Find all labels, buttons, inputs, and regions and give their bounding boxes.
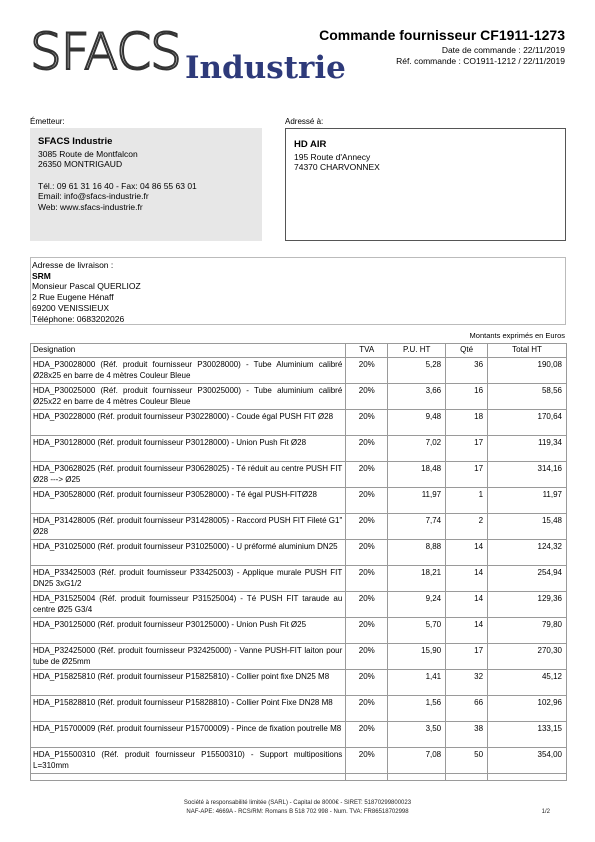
table-row <box>31 384 567 410</box>
sender-box <box>30 128 262 241</box>
cell-unit-price: 9,48 <box>388 410 446 436</box>
cell-total: 133,15 <box>488 722 567 748</box>
table-row <box>31 644 567 670</box>
company-logo <box>30 22 346 94</box>
cell-tva: 20% <box>346 358 388 384</box>
logo-sfacs-text: SFACS <box>30 23 181 81</box>
cell-quantity: 17 <box>446 436 488 462</box>
sender-address-line2: 26350 MONTRIGAUD <box>38 159 123 169</box>
cell-designation: HDA_P30028000 (Réf. produit fournisseur P30028000) - Tube Aluminium calibré Ø28x25 en barre de 4 mètres Couleur Bleue <box>31 358 346 384</box>
cell-quantity: 17 <box>446 644 488 670</box>
cell-unit-price: 1,41 <box>388 670 446 696</box>
cell-designation: HDA_P15500310 (Réf. produit fournisseur P15500310) - Support multipositions L=310mm <box>31 748 346 774</box>
cell-total: 79,80 <box>488 618 567 644</box>
cell-total: 354,00 <box>488 748 567 774</box>
cell-quantity: 1 <box>446 488 488 514</box>
table-row <box>31 592 567 618</box>
cell-total: 129,36 <box>488 592 567 618</box>
cell-tva: 20% <box>346 488 388 514</box>
header-unit-price: P.U. HT <box>388 344 446 358</box>
cell-total: 270,30 <box>488 644 567 670</box>
recipient-label: Adressé à: <box>285 117 324 126</box>
footer-legal-line1: Société à responsabilité limitée (SARL) - Capital de 8000€ - SIRET: 51870299800023 <box>183 800 412 806</box>
cell-unit-price: 7,74 <box>388 514 446 540</box>
cell-tva: 20% <box>346 592 388 618</box>
cell-designation: HDA_P30628025 (Réf. produit fournisseur P30628025) - Té réduit au centre PUSH FIT Ø28 ---> Ø25 <box>31 462 346 488</box>
table-header-row <box>31 344 567 358</box>
delivery-contact: Monsieur Pascal QUERLIOZ <box>32 281 141 292</box>
cell-quantity: 50 <box>446 748 488 774</box>
cell-unit-price: 18,48 <box>388 462 446 488</box>
cell-designation: HDA_P31025000 (Réf. produit fournisseur P31025000) - U préformé aluminium DN25 <box>31 540 346 566</box>
table-row <box>31 410 567 436</box>
delivery-address-box <box>30 257 566 325</box>
cell-total: 11,97 <box>488 488 567 514</box>
header-quantity: Qté <box>446 344 488 358</box>
sender-email: Email: info@sfacs-industrie.fr <box>38 191 149 201</box>
cell-unit-price: 8,88 <box>388 540 446 566</box>
table-row <box>31 618 567 644</box>
header-total: Total HT <box>488 344 567 358</box>
cell-unit-price: 3,66 <box>388 384 446 410</box>
order-reference: Réf. commande : CO1911-1212 / 22/11/2019 <box>396 56 565 66</box>
order-lines-table <box>30 343 567 781</box>
cell-unit-price: 11,97 <box>388 488 446 514</box>
table-row <box>31 488 567 514</box>
cell-quantity: 18 <box>446 410 488 436</box>
cell-quantity: 14 <box>446 618 488 644</box>
cell-designation: HDA_P15700009 (Réf. produit fournisseur P15700009) - Pince de fixation poutrelle M8 <box>31 722 346 748</box>
cell-tva: 20% <box>346 618 388 644</box>
cell-quantity: 14 <box>446 566 488 592</box>
recipient-address-line2: 74370 CHARVONNEX <box>294 162 380 172</box>
table-row <box>31 358 567 384</box>
cell-tva: 20% <box>346 436 388 462</box>
cell-designation: HDA_P30228000 (Réf. produit fournisseur P30228000) - Coude égal PUSH FIT Ø28 <box>31 410 346 436</box>
sender-phone: Tél.: 09 61 31 16 40 - Fax: 04 86 55 63 01 <box>38 180 197 191</box>
header-designation: Designation <box>31 344 346 358</box>
cell-designation: HDA_P33425003 (Réf. produit fournisseur P33425003) - Applique murale PUSH FIT DN25 3xG1/2 <box>31 566 346 592</box>
cell-quantity: 66 <box>446 696 488 722</box>
cell-tva: 20% <box>346 644 388 670</box>
delivery-name: SRM <box>32 270 51 281</box>
cell-total: 170,64 <box>488 410 567 436</box>
table-row <box>31 436 567 462</box>
cell-designation: HDA_P30125000 (Réf. produit fournisseur P30125000) - Union Push Fit Ø25 <box>31 618 346 644</box>
recipient-box <box>285 128 566 241</box>
currency-note: Montants exprimés en Euros <box>469 331 565 340</box>
sender-address-line1: 3085 Route de Montfalcon <box>38 148 138 159</box>
cell-total: 190,08 <box>488 358 567 384</box>
cell-unit-price: 5,70 <box>388 618 446 644</box>
cell-tva: 20% <box>346 722 388 748</box>
cell-unit-price: 7,02 <box>388 436 446 462</box>
document-title: Commande fournisseur CF1911-1273 <box>319 27 565 43</box>
cell-quantity: 32 <box>446 670 488 696</box>
cell-designation: HDA_P15828810 (Réf. produit fournisseur P15828810) - Collier Point Fixe DN28 M8 <box>31 696 346 722</box>
cell-unit-price: 18,21 <box>388 566 446 592</box>
cell-total: 15,48 <box>488 514 567 540</box>
cell-quantity: 14 <box>446 540 488 566</box>
cell-unit-price: 5,28 <box>388 358 446 384</box>
table-row <box>31 514 567 540</box>
cell-unit-price: 7,08 <box>388 748 446 774</box>
delivery-label: Adresse de livraison : <box>32 260 114 270</box>
sender-web: Web: www.sfacs-industrie.fr <box>38 201 143 212</box>
cell-tva: 20% <box>346 696 388 722</box>
table-row <box>31 566 567 592</box>
delivery-phone: Téléphone: 0683202026 <box>32 313 125 324</box>
cell-tva: 20% <box>346 748 388 774</box>
logo-industrie-text: Industrie <box>185 50 346 86</box>
cell-tva: 20% <box>346 410 388 436</box>
order-date: Date de commande : 22/11/2019 <box>441 45 565 55</box>
header-tva: TVA <box>346 344 388 358</box>
cell-designation: HDA_P31428005 (Réf. produit fournisseur P31428005) - Raccord PUSH FIT Fileté G1" Ø28 <box>31 514 346 540</box>
cell-tva: 20% <box>346 670 388 696</box>
cell-designation: HDA_P30528000 (Réf. produit fournisseur P30528000) - Té égal PUSH-FITØ28 <box>31 488 346 514</box>
table-row-empty <box>31 774 567 781</box>
cell-tva: 20% <box>346 514 388 540</box>
cell-designation: HDA_P15825810 (Réf. produit fournisseur P15825810) - Collier point fixe DN25 M8 <box>31 670 346 696</box>
footer-legal-line2: NAF-APE: 4669A - RCS/RM: Romans B 518 702 998 - Num. TVA: FR86518702998 <box>186 809 409 815</box>
table-row <box>31 462 567 488</box>
cell-designation: HDA_P30128000 (Réf. produit fournisseur P30128000) - Union Push Fit Ø28 <box>31 436 346 462</box>
cell-total: 254,94 <box>488 566 567 592</box>
cell-total: 45,12 <box>488 670 567 696</box>
table-row <box>31 540 567 566</box>
table-row <box>31 670 567 696</box>
cell-designation: HDA_P30025000 (Réf. produit fournisseur P30025000) - Tube aluminium calibré Ø25x22 en barre de 4 mètres Couleur Bleue <box>31 384 346 410</box>
recipient-address-line1: 195 Route d'Annecy <box>294 151 371 162</box>
cell-quantity: 2 <box>446 514 488 540</box>
recipient-name: HD AIR <box>294 139 327 150</box>
cell-unit-price: 1,56 <box>388 696 446 722</box>
cell-total: 102,96 <box>488 696 567 722</box>
cell-quantity: 38 <box>446 722 488 748</box>
table-row <box>31 696 567 722</box>
sender-label: Émetteur: <box>30 117 65 126</box>
cell-tva: 20% <box>346 384 388 410</box>
cell-tva: 20% <box>346 540 388 566</box>
cell-quantity: 16 <box>446 384 488 410</box>
cell-total: 119,34 <box>488 436 567 462</box>
cell-total: 58,56 <box>488 384 567 410</box>
cell-quantity: 17 <box>446 462 488 488</box>
page-number: 1/2 <box>541 809 550 815</box>
cell-tva: 20% <box>346 462 388 488</box>
cell-designation: HDA_P31525004 (Réf. produit fournisseur P31525004) - Té PUSH FIT taraude au centre Ø25 G3/4 <box>31 592 346 618</box>
table-row <box>31 748 567 774</box>
cell-unit-price: 3,50 <box>388 722 446 748</box>
cell-quantity: 14 <box>446 592 488 618</box>
cell-designation: HDA_P32425000 (Réf. produit fournisseur P32425000) - Vanne PUSH-FIT laiton pour tube de Ø25mm <box>31 644 346 670</box>
cell-unit-price: 15,90 <box>388 644 446 670</box>
delivery-address-line2: 69200 VENISSIEUX <box>32 302 110 313</box>
delivery-address-line1: 2 Rue Eugene Hénaff <box>32 292 114 303</box>
cell-total: 314,16 <box>488 462 567 488</box>
cell-unit-price: 9,24 <box>388 592 446 618</box>
sender-name: SFACS Industrie <box>38 136 113 147</box>
cell-tva: 20% <box>346 566 388 592</box>
cell-total: 124,32 <box>488 540 567 566</box>
table-row <box>31 722 567 748</box>
cell-quantity: 36 <box>446 358 488 384</box>
